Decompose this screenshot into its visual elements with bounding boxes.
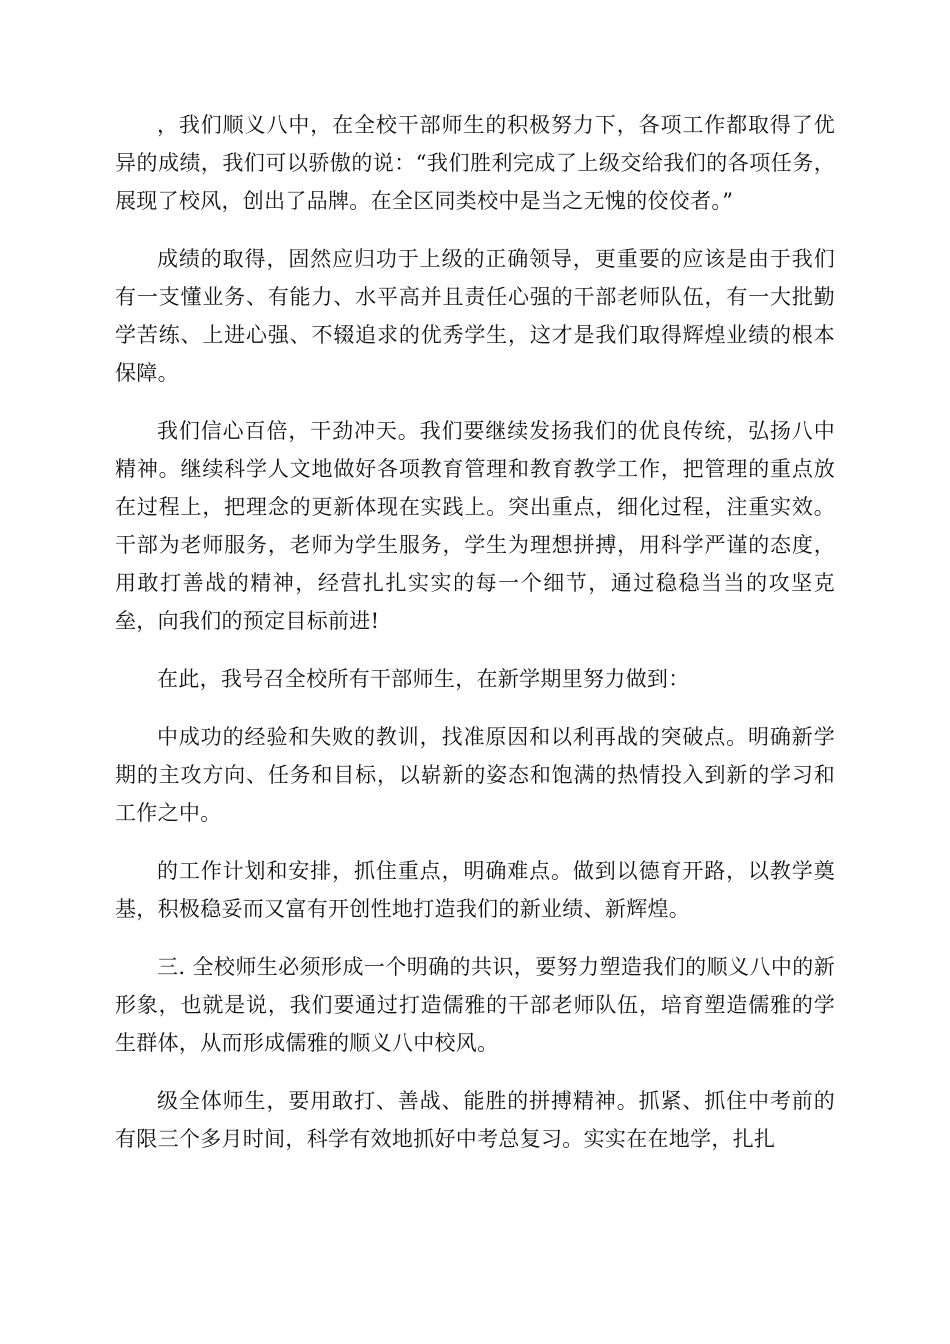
paragraph-5: 中成功的经验和失败的教训，找准原因和以利再战的突破点。明确新学期的主攻方向、任务和目标，以崭新的姿态和饱满的热情投入到新的学习和工作之中。 xyxy=(115,725,835,825)
paragraph-4: 在此，我号召全校所有干部师生，在新学期里努力做到： xyxy=(157,667,690,691)
paragraph-7: 三. 全校师生必须形成一个明确的共识，要努力塑造我们的顺义八中的新形象，也就是说，我们要通过打造儒雅的干部老师队伍，培育塑造儒雅的学生群体，从而形成儒雅的顺义八中校风。 xyxy=(115,955,835,1055)
paragraph-8: 级全体师生，要用敢打、善战、能胜的拼搏精神。抓紧、抓住中考前的有限三个多月时间，科学有效地抓好中考总复习。实实在在地学，扎扎 xyxy=(115,1089,835,1151)
paragraph-1: ，我们顺义八中，在全校干部师生的积极努力下，各项工作都取得了优异的成绩，我们可以骄傲的说：“我们胜利完成了上级交给我们的各项任务，展现了校风，创出了品牌。在全区同类校中是当之无愧的佼佼者。” xyxy=(115,113,835,213)
document-page xyxy=(115,106,835,1178)
paragraph-2: 成绩的取得，固然应归功于上级的正确领导，更重要的应该是由于我们有一支懂业务、有能力、水平高并且责任心强的干部老师队伍，有一大批勤学苦练、上进心强、不辍追求的优秀学生，这才是我们取得辉煌业绩的根本保障。 xyxy=(115,247,835,385)
paragraph-3: 我们信心百倍，干劲冲天。我们要继续发扬我们的优良传统，弘扬八中精神。继续科学人文地做好各项教育管理和教育教学工作，把管理的重点放在过程上，把理念的更新体现在实践上。突出重点，细化过程，注重实效。干部为老师服务，老师为学生服务，学生为理想拼搏，用科学严谨的态度，用敢打善战的精神，经营扎扎实实的每一个细节，通过稳稳当当的攻坚克垒，向我们的预定目标前进! xyxy=(115,419,835,633)
paragraph-6: 的工作计划和安排，抓住重点，明确难点。做到以德育开路，以教学奠基，积极稳妥而又富有开创性地打造我们的新业绩、新辉煌。 xyxy=(115,859,835,921)
